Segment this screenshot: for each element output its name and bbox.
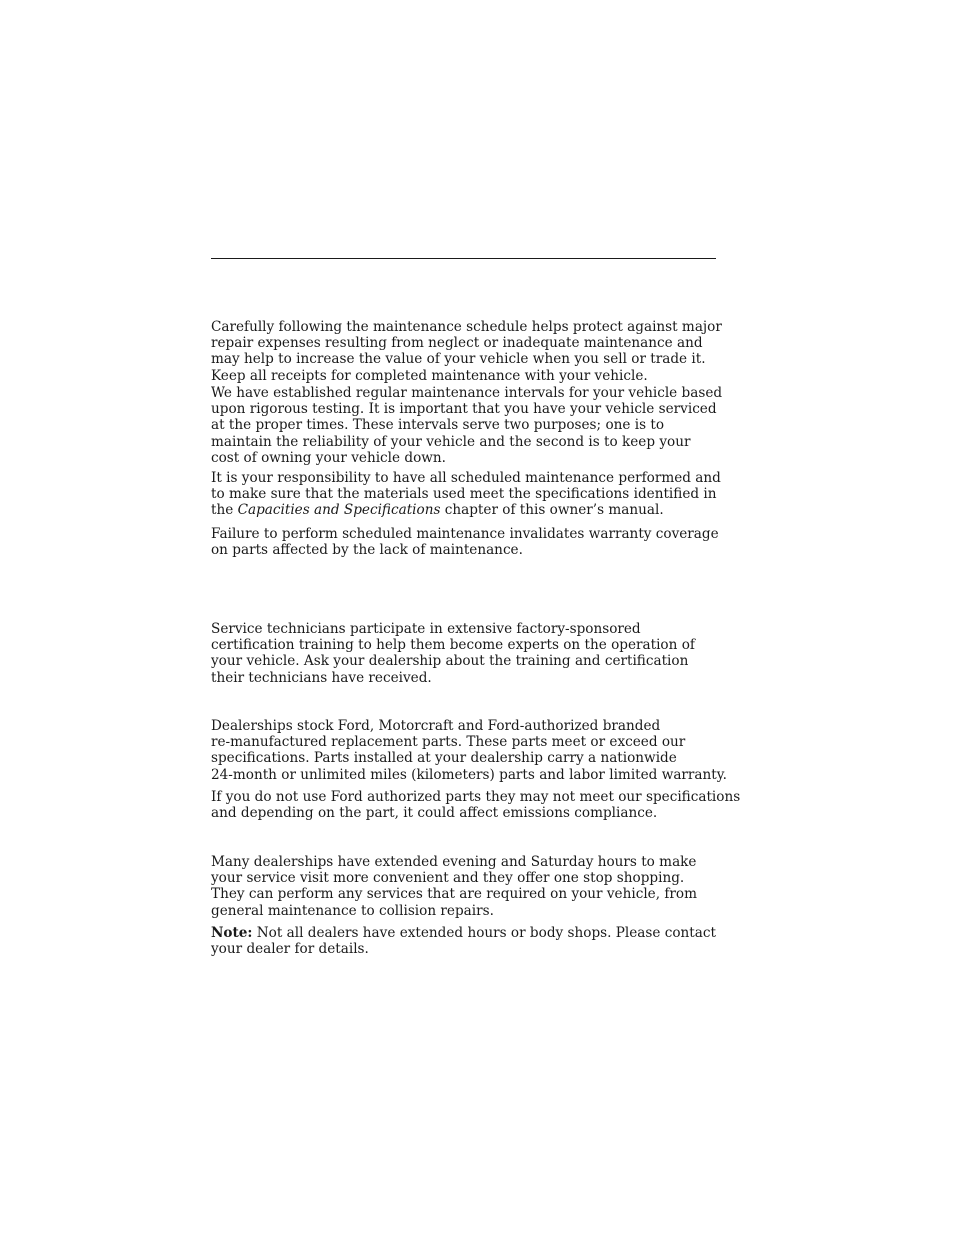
text-line: Many dealerships have extended evening and Saturday hours to make <box>211 854 697 870</box>
text-line: Carefully following the maintenance schedule helps protect against major <box>211 319 722 335</box>
maintenance-intro-paragraph <box>211 319 721 384</box>
header-rule <box>211 258 716 259</box>
maintenance-intervals-paragraph <box>211 385 721 466</box>
chapter-reference: Capacities and Specifications <box>237 502 441 519</box>
text-line: re-manufactured replacement parts. These parts meet or exceed our <box>211 734 686 751</box>
convenience-paragraph <box>211 854 721 919</box>
warranty-paragraph <box>211 526 721 558</box>
parts-paragraph <box>211 718 727 783</box>
text-line: to make sure that the materials used meet the specifications identified in <box>211 486 717 503</box>
text-line: on parts affected by the lack of maintenance. <box>211 542 523 559</box>
text-line: general maintenance to collision repairs. <box>211 902 494 919</box>
text-line: certification training to help them become experts on the operation of <box>211 637 695 654</box>
text-line: Keep all receipts for completed maintenance with your vehicle. <box>211 367 648 384</box>
note-paragraph <box>211 925 721 957</box>
note-label: Note: <box>211 925 253 941</box>
text-run: the <box>211 502 238 519</box>
text-run: Not all dealers have extended hours or body shops. Please contact <box>252 925 716 941</box>
text-line: upon rigorous testing. It is important that you have your vehicle serviced <box>211 401 717 418</box>
parts-compliance-paragraph <box>211 789 741 822</box>
text-line <box>211 502 721 518</box>
text-line: your vehicle. Ask your dealership about the training and certification <box>211 653 689 670</box>
text-line: may help to increase the value of your vehicle when you sell or trade it. <box>211 351 706 368</box>
text-line: Dealerships stock Ford, Motorcraft and Ford-authorized branded <box>211 718 661 734</box>
text-line: your service visit more convenient and they offer one stop shopping. <box>211 870 685 887</box>
text-line: 24-month or unlimited miles (kilometers) parts and labor limited warranty. <box>211 766 727 783</box>
technicians-paragraph <box>211 621 721 686</box>
text-line: maintain the reliability of your vehicle and the second is to keep your <box>211 433 691 450</box>
text-line: repair expenses resulting from neglect or inadequate maintenance and <box>211 335 703 352</box>
text-line: We have established regular maintenance intervals for your vehicle based <box>211 385 723 401</box>
text-line: your dealer for details. <box>211 941 369 958</box>
text-line: cost of owning your vehicle down. <box>211 449 446 466</box>
text-line: It is your responsibility to have all scheduled maintenance performed and <box>211 470 721 486</box>
text-line: Service technicians participate in extensive factory-sponsored <box>211 621 641 637</box>
responsibility-paragraph <box>211 470 721 519</box>
text-line <box>211 925 721 941</box>
text-line: If you do not use Ford authorized parts they may not meet our specifications <box>211 789 741 805</box>
text-line: their technicians have received. <box>211 669 432 686</box>
text-line: Failure to perform scheduled maintenance invalidates warranty coverage <box>211 526 719 542</box>
text-line: at the proper times. These intervals serve two purposes; one is to <box>211 417 665 434</box>
text-line: specifications. Parts installed at your dealership carry a nationwide <box>211 750 677 767</box>
text-run: chapter of this owner’s manual. <box>440 502 664 519</box>
text-line: They can perform any services that are required on your vehicle, from <box>211 886 697 903</box>
text-line: and depending on the part, it could affect emissions compliance. <box>211 805 658 822</box>
